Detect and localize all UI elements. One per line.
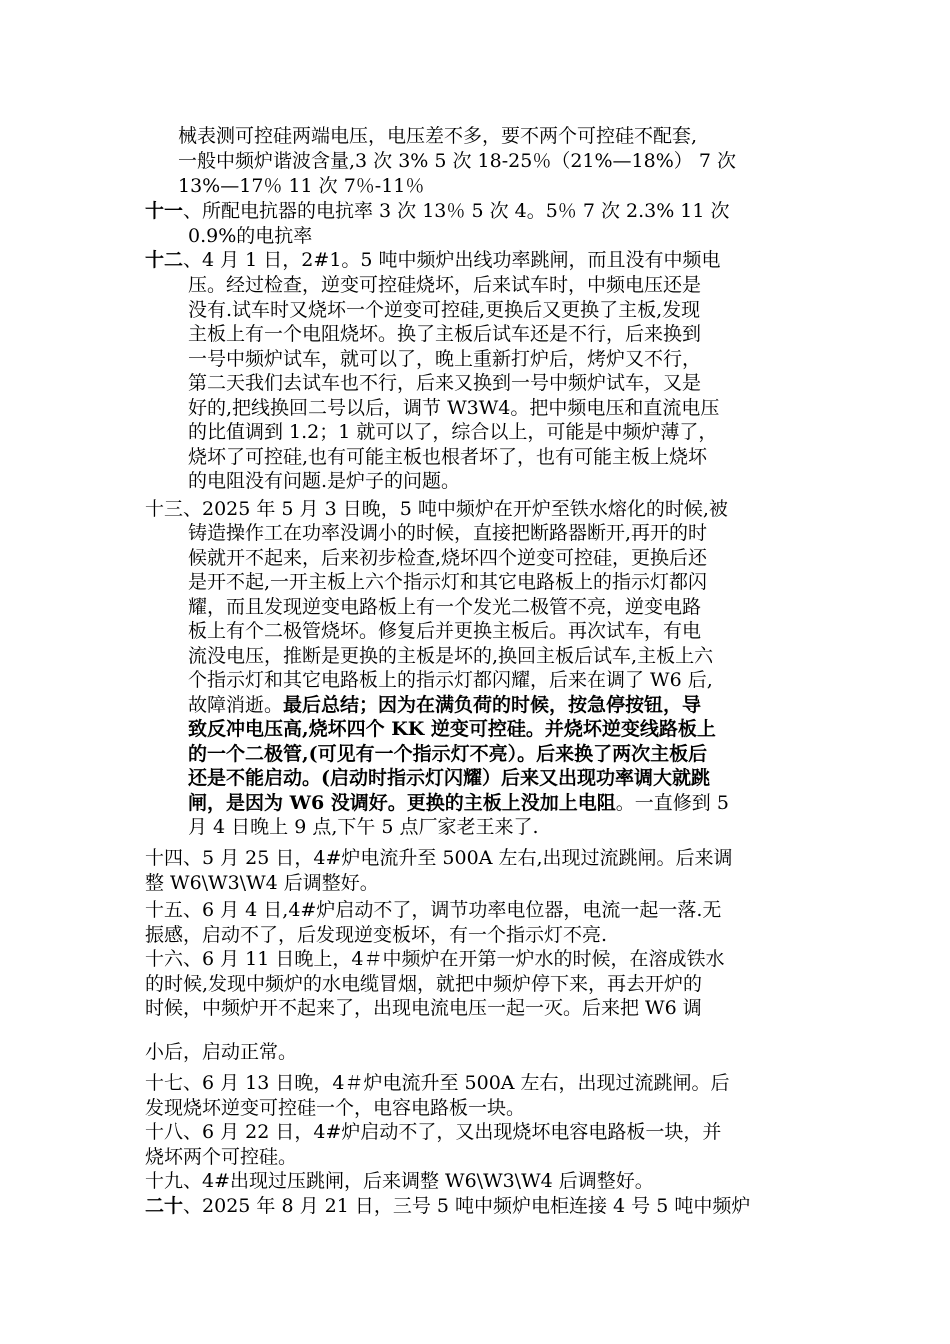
text-line: 烧坏了可控硅,也有可能主板也根者坏了，也有可能主板上烧坏 (188, 445, 708, 468)
text-line: 板上有个二极管烧坏。修复后并更换主板后。再次试车，有电 (188, 620, 702, 642)
text-line: 振感，启动不了，后发现逆变板坏，有一个指示灯不亮. (145, 923, 608, 946)
section-20 (145, 1194, 750, 1219)
text-line: 小后，启动正常。 (145, 1041, 298, 1063)
text-line: 一般中频炉谐波含量,3 次 3% 5 次 18-25％（21%—18%） 7 次 (178, 150, 736, 172)
text-line: 整 W6\W3\W4 后调整好。 (145, 871, 379, 894)
section-13-body (188, 521, 729, 840)
text-line: 的比值调到 1.2；1 就可以了，综合以上，可能是中频炉薄了， (188, 421, 718, 443)
text-line: 。一直修到 5 (615, 791, 729, 814)
text-line: 十八、6 月 22 日，4#炉启动不了，又出现烧坏电容电路板一块，并 (145, 1121, 722, 1143)
text-line: 十九、4#出现过压跳闸，后来调整 W6\W3\W4 后调整好。 (145, 1170, 654, 1192)
text-line: 、所配电抗器的电抗率 3 次 13％ 5 次 4。5％ 7 次 2.3% 11 次 (183, 200, 730, 222)
section-16 (145, 947, 724, 1021)
section-16-tail (145, 1040, 297, 1065)
summary-bold-text: 的一个二极管,(可见有一个指示灯不亮）。后来换了两次主板后 (188, 742, 708, 765)
text-line: 0.9%的电抗率 (188, 225, 313, 247)
text-line: 耀，而且发现逆变电路板上有一个发光二极管不亮，逆变电路 (188, 595, 702, 618)
section-11-cont (188, 224, 312, 249)
summary-bold-text: 还是不能启动。(启动时指示灯闪耀）后来又出现功率调大就跳 (188, 767, 710, 789)
text-line: 、2025 年 8 月 21 日，三号 5 吨中频炉电柜连接 4 号 5 吨中频炉 (183, 1195, 751, 1217)
section-12 (145, 248, 721, 273)
text-line: 、4 月 1 日，2#1。5 吨中频炉出线功率跳闸，而且没有中频电 (183, 249, 721, 271)
text-line: 十五、6 月 4 日,4#炉启动不了，调节功率电位器，电流一起一落.无 (145, 899, 722, 921)
section-18 (145, 1120, 721, 1169)
section-number: 二十 (145, 1195, 184, 1217)
summary-bold-text: 最后总结；因为在满负荷的时候，按急停按钮，导 (283, 693, 702, 716)
section-number: 十一 (145, 200, 184, 222)
text-line: 时候，中频炉开不起来了，出现电流电压一起一灭。后来把 W6 调 (145, 997, 702, 1019)
text-line: 铸造操作工在功率没调小的时候，直接把断路器断开,再开的时 (188, 522, 708, 544)
text-line: 候就开不起来，后来初步检查,烧坏四个逆变可控硅，更换后还 (188, 546, 708, 569)
text-line: 没有.试车时又烧坏一个逆变可控硅,更换后又更换了主板,发现 (188, 298, 701, 321)
section-14 (145, 846, 733, 895)
text-line: 十六、6 月 11 日晚上，4＃中频炉在开第一炉水的时候，在溶成铁水 (145, 948, 725, 970)
summary-bold-text: 致反冲电压高,烧坏四个 KK 逆变可控硅。并烧坏逆变线路板上 (188, 718, 716, 740)
text-line: 流没电压，推断是更换的主板是坏的,换回主板后试车,主板上六 (188, 644, 714, 667)
harmonic-paragraph (178, 149, 736, 174)
section-19 (145, 1169, 654, 1194)
summary-bold-text: 闸，是因为 W6 没调好。更换的主板上没加上电阻 (188, 791, 616, 814)
text-line: 十三、2025 年 5 月 3 日晚，5 吨中频炉在开炉至铁水熔化的时候,被 (145, 498, 728, 520)
text-line: 械表测可控硅两端电压，电压差不多，要不两个可控硅不配套, (178, 125, 698, 147)
section-11 (145, 199, 730, 224)
text-line: 一号中频炉试车，就可以了，晚上重新打炉后，烤炉又不行， (188, 347, 702, 370)
text-line: 好的,把线换回二号以后，调节 W3W4。把中频电压和直流电压 (188, 396, 720, 419)
text-line: 月 4 日晚上 9 点,下午 5 点厂家老王来了. (188, 816, 539, 838)
continuation-paragraph (178, 124, 697, 149)
text-line: 的时候,发现中频炉的水电缆冒烟，就把中频炉停下来，再去开炉的 (145, 972, 703, 995)
text-line: 的电阻没有问题.是炉子的问题。 (188, 470, 461, 492)
section-13 (145, 497, 728, 522)
text-line: 主板上有一个电阻烧坏。换了主板后试车还是不行，后来换到 (188, 323, 702, 345)
text-line: 13%—17％ 11 次 7％-11％ (178, 175, 425, 197)
text-line: 是开不起,一开主板上六个指示灯和其它电路板上的指示灯都闪 (188, 571, 708, 593)
text-line: 第二天我们去试车也不行，后来又换到一号中频炉试车，又是 (188, 372, 702, 394)
harmonic-paragraph-2 (178, 174, 424, 199)
section-number: 十二 (145, 249, 184, 271)
text-line: 十四、5 月 25 日，4#炉电流升至 500A 左右,出现过流跳闸。后来调 (145, 847, 733, 869)
section-17 (145, 1071, 730, 1120)
text-line: 烧坏两个可控硅。 (145, 1145, 298, 1168)
text-line: 个指示灯和其它电路板上的指示灯都闪耀，后来在调了 W6 后, (188, 669, 713, 691)
text-line: 发现烧坏逆变可控硅一个，电容电路板一块。 (145, 1096, 526, 1119)
text-line: 十七、6 月 13 日晚，4＃炉电流升至 500A 左右，出现过流跳闸。后 (145, 1072, 730, 1094)
section-15 (145, 898, 721, 947)
section-12-body (188, 273, 719, 494)
text-line: 压。经过检查，逆变可控硅烧坏，后来试车时，中频电压还是 (188, 274, 702, 296)
text-line: 故障消逝。 (188, 693, 284, 716)
